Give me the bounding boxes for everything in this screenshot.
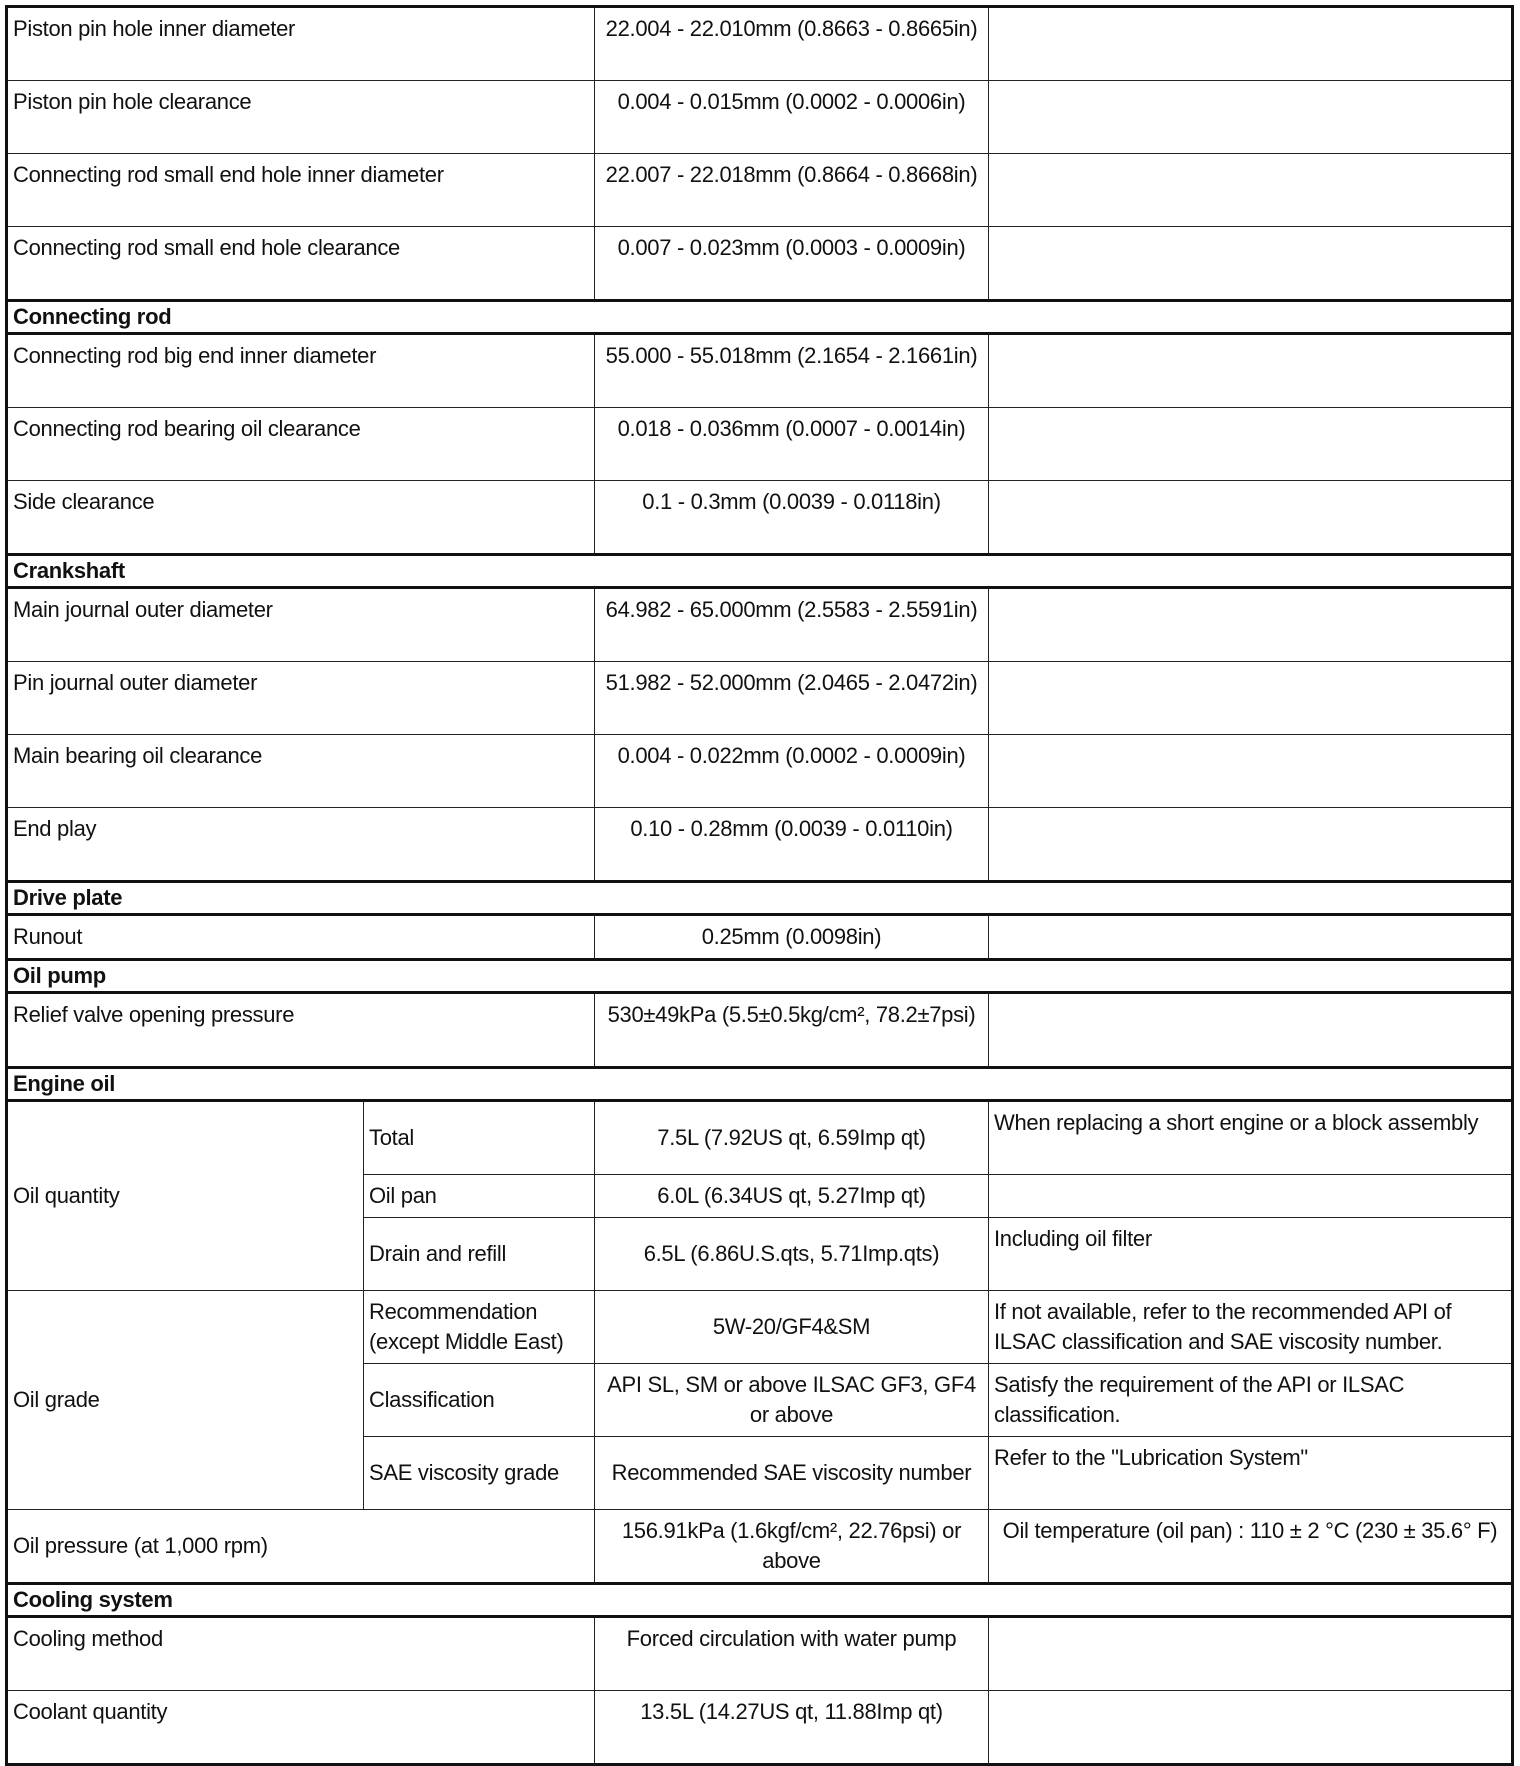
spec-label: Connecting rod big end inner diameter [7,334,595,408]
spec-label: End play [7,808,595,882]
spec-value: 22.004 - 22.010mm (0.8663 - 0.8665in) [595,7,989,81]
section-title: Engine oil [7,1068,1513,1101]
spec-note [989,662,1513,735]
spec-sublabel: Recommendation (except Middle East) [364,1291,595,1364]
spec-note: Oil temperature (oil pan) : 110 ± 2 °C (230 ± 35.6° F) [989,1510,1513,1584]
spec-note [989,334,1513,408]
spec-note: Refer to the "Lubrication System" [989,1437,1513,1510]
spec-sublabel: Oil pan [364,1175,595,1218]
section-header [7,1584,1513,1617]
spec-value: 156.91kPa (1.6kgf/cm², 22.76psi) or above [595,1510,989,1584]
spec-note [989,993,1513,1068]
table-row [7,1510,1513,1584]
table-row [7,408,1513,481]
spec-note: When replacing a short engine or a block assembly [989,1101,1513,1175]
spec-value: 55.000 - 55.018mm (2.1654 - 2.1661in) [595,334,989,408]
spec-value: 51.982 - 52.000mm (2.0465 - 2.0472in) [595,662,989,735]
spec-value: 0.007 - 0.023mm (0.0003 - 0.0009in) [595,227,989,301]
spec-label: Coolant quantity [7,1691,595,1765]
section-header [7,882,1513,915]
table-row [7,808,1513,882]
table-row [7,7,1513,81]
spec-label: Cooling method [7,1617,595,1691]
spec-note: Including oil filter [989,1218,1513,1291]
spec-label: Oil grade [7,1291,364,1510]
spec-note [989,408,1513,481]
spec-value: 0.004 - 0.022mm (0.0002 - 0.0009in) [595,735,989,808]
section-header [7,960,1513,993]
spec-label: Piston pin hole inner diameter [7,7,595,81]
spec-note [989,588,1513,662]
spec-label: Oil quantity [7,1101,364,1291]
table-row [7,662,1513,735]
section-title: Connecting rod [7,301,1513,334]
specifications-table [5,5,1514,1766]
spec-value: 6.0L (6.34US qt, 5.27Imp qt) [595,1175,989,1218]
spec-note [989,1617,1513,1691]
spec-note [989,915,1513,960]
spec-value: Forced circulation with water pump [595,1617,989,1691]
table-row [7,588,1513,662]
spec-label: Side clearance [7,481,595,555]
section-title: Drive plate [7,882,1513,915]
section-header [7,301,1513,334]
spec-sublabel: SAE viscosity grade [364,1437,595,1510]
spec-note [989,735,1513,808]
spec-value: 22.007 - 22.018mm (0.8664 - 0.8668in) [595,154,989,227]
table-row [7,481,1513,555]
spec-value: 7.5L (7.92US qt, 6.59Imp qt) [595,1101,989,1175]
spec-value: 64.982 - 65.000mm (2.5583 - 2.5591in) [595,588,989,662]
table-row [7,1291,1513,1364]
spec-value: 13.5L (14.27US qt, 11.88Imp qt) [595,1691,989,1765]
spec-note: Satisfy the requirement of the API or ILSAC classification. [989,1364,1513,1437]
table-row [7,1617,1513,1691]
spec-note: If not available, refer to the recommended API of ILSAC classification and SAE viscosity number. [989,1291,1513,1364]
table-row [7,735,1513,808]
spec-value: 0.004 - 0.015mm (0.0002 - 0.0006in) [595,81,989,154]
section-title: Cooling system [7,1584,1513,1617]
spec-note [989,227,1513,301]
spec-label: Relief valve opening pressure [7,993,595,1068]
spec-value: API SL, SM or above ILSAC GF3, GF4 or above [595,1364,989,1437]
table-row [7,154,1513,227]
spec-note [989,7,1513,81]
table-row [7,227,1513,301]
spec-value: 0.018 - 0.036mm (0.0007 - 0.0014in) [595,408,989,481]
spec-value: 5W-20/GF4&SM [595,1291,989,1364]
spec-label: Connecting rod bearing oil clearance [7,408,595,481]
table-row [7,993,1513,1068]
spec-sublabel: Classification [364,1364,595,1437]
spec-note [989,81,1513,154]
section-header [7,555,1513,588]
table-row [7,915,1513,960]
spec-label: Piston pin hole clearance [7,81,595,154]
spec-value: 6.5L (6.86U.S.qts, 5.71Imp.qts) [595,1218,989,1291]
spec-label: Main bearing oil clearance [7,735,595,808]
section-title: Oil pump [7,960,1513,993]
spec-label: Oil pressure (at 1,000 rpm) [7,1510,595,1584]
spec-note [989,481,1513,555]
table-row [7,1101,1513,1175]
spec-label: Connecting rod small end hole clearance [7,227,595,301]
spec-note [989,808,1513,882]
spec-label: Main journal outer diameter [7,588,595,662]
spec-value: 0.1 - 0.3mm (0.0039 - 0.0118in) [595,481,989,555]
spec-note [989,1691,1513,1765]
table-row [7,81,1513,154]
spec-value: 530±49kPa (5.5±0.5kg/cm², 78.2±7psi) [595,993,989,1068]
spec-label: Connecting rod small end hole inner diameter [7,154,595,227]
spec-value: Recommended SAE viscosity number [595,1437,989,1510]
table-row [7,1691,1513,1765]
spec-value: 0.10 - 0.28mm (0.0039 - 0.0110in) [595,808,989,882]
spec-label: Runout [7,915,595,960]
table-row [7,334,1513,408]
spec-sublabel: Drain and refill [364,1218,595,1291]
section-header [7,1068,1513,1101]
section-title: Crankshaft [7,555,1513,588]
spec-note [989,154,1513,227]
spec-note [989,1175,1513,1218]
spec-label: Pin journal outer diameter [7,662,595,735]
spec-sublabel: Total [364,1101,595,1175]
spec-value: 0.25mm (0.0098in) [595,915,989,960]
